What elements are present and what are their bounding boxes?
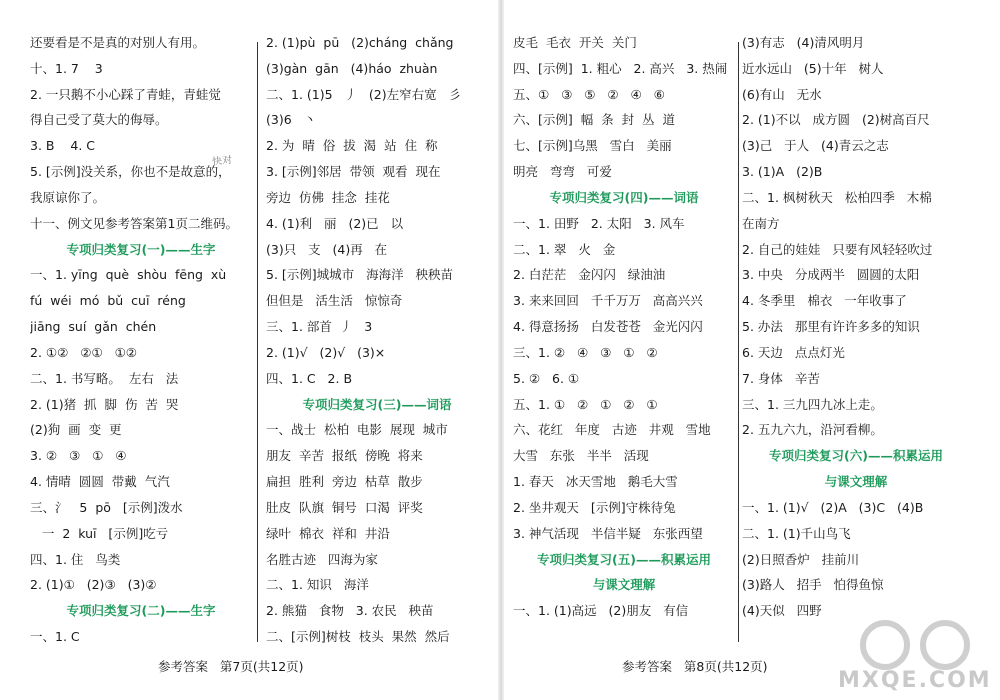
app-stamp: 快对 (211, 154, 233, 169)
answer-line: fú wéi mó bǔ cuī réng (30, 293, 186, 309)
answer-line: 3. [示例]邻居 带领 观看 现在 (266, 164, 441, 180)
answer-line: (3)只 支 (4)再 在 (266, 241, 388, 257)
answer-line: 2. (1)不以 成方圆 (2)树高百尺 (742, 112, 930, 128)
answer-line: 5. ② 6. ① (513, 370, 580, 386)
answer-line: 7. 身体 辛苦 (742, 370, 820, 386)
answer-line: 一、1. yīng què shòu fēng xù (30, 267, 227, 283)
answer-line: 二、1. 书写略。 左右 法 (30, 370, 179, 386)
section-heading: 专项归类复习(一)——生字 (66, 241, 216, 257)
section-heading: 与课文理解 (824, 474, 888, 490)
answer-line: 五、1. ① ② ① ② ① (513, 396, 658, 412)
answer-line: 1. 春天 冰天雪地 鹅毛大雪 (513, 474, 678, 490)
answer-line: 一、战士 松柏 电影 展现 城市 (266, 422, 448, 438)
answer-line: 三、氵 5 pō [示例]泼水 (30, 499, 183, 515)
answer-line: (2)狗 画 变 更 (30, 422, 122, 438)
answer-line: (4)天似 四野 (742, 603, 822, 619)
footer-left-page: 参考答案 第7页(共12页) (158, 659, 304, 674)
section-heading: 专项归类复习(三)——词语 (302, 396, 452, 412)
answer-line: (3)6 丶 (266, 112, 317, 128)
answer-line: 6. 天边 点点灯光 (742, 344, 845, 360)
answer-line: 2. (1)pù pū (2)cháng chǎng (266, 35, 454, 50)
answer-line: 2. 一只鹅不小心踩了青蛙，青蛙觉 (30, 86, 221, 102)
answer-line: 2. (1)① (2)③ (3)② (30, 577, 157, 593)
book-spine (498, 0, 504, 700)
section-heading: 与课文理解 (592, 577, 656, 593)
answer-line: 六、[示例] 幅 条 封 丛 道 (513, 112, 675, 128)
answer-line: 5. [示例]城城市 海海洋 秧秧苗 (266, 267, 453, 283)
answer-line: (6)有山 无水 (742, 86, 822, 102)
answer-line: 一、1. 田野 2. 太阳 3. 风车 (513, 215, 685, 231)
answer-line: 4. 情晴 圆圆 带戴 气汽 (30, 474, 170, 490)
answer-line: 3. B 4. C (30, 138, 95, 154)
answer-line: 四、1. 住 鸟类 (30, 551, 121, 567)
answer-line: 二、1. (1)5 丿 (2)左窄右宽 彡 (266, 86, 462, 102)
answer-line: 四、1. C 2. B (266, 370, 353, 386)
answer-line: (3)有志 (4)清风明月 (742, 35, 865, 50)
answer-line: 2. ①② ②① ①② (30, 344, 137, 360)
answer-line: 近水远山 (5)十年 树人 (742, 60, 884, 76)
answer-line: 3. 神气活现 半信半疑 东张西望 (513, 525, 703, 541)
answer-line: 大雪 东张 半半 活现 (513, 448, 649, 464)
answer-line: 5. 办法 那里有许许多多的知识 (742, 319, 920, 335)
answer-line: 2. (1)猪 抓 脚 伤 苦 哭 (30, 396, 179, 412)
answer-line: 旁边 仿佛 挂念 挂花 (266, 189, 390, 205)
column-4 (742, 30, 970, 650)
column-3 (513, 30, 735, 650)
answer-line: 一、1. (1)√ (2)A (3)C (4)B (742, 499, 924, 515)
section-heading: 专项归类复习(四)——词语 (549, 189, 699, 205)
answer-line: 二、[示例]树枝 枝头 果然 然后 (266, 629, 450, 645)
section-heading: 专项归类复习(六)——积累运用 (769, 448, 943, 464)
answer-line: 2. 白茫茫 金闪闪 绿油油 (513, 267, 666, 283)
answer-line: 2. 五九六九，沿河看柳。 (742, 422, 883, 438)
answer-line: 2. 自己的娃娃 只要有风轻轻吹过 (742, 241, 933, 257)
answer-line: 4. (1)利 丽 (2)已 以 (266, 215, 404, 231)
answer-line: 2. (1)√ (2)√ (3)× (266, 344, 386, 360)
section-heading: 专项归类复习(二)——生字 (66, 603, 216, 619)
answer-line: 3. (1)A (2)B (742, 164, 823, 180)
answer-line: 三、1. 部首 丿 3 (266, 319, 373, 335)
column-divider-left (257, 42, 258, 642)
answer-line: 名胜古迹 四海为家 (266, 551, 378, 567)
answer-line: 皮毛 毛衣 开关 关门 (513, 35, 637, 50)
answer-line: 我原谅你了。 (30, 189, 106, 205)
answer-line: (2)日照香炉 挂前川 (742, 551, 860, 567)
answer-line: 四、[示例] 1. 粗心 2. 高兴 3. 热闹 (513, 60, 728, 76)
answer-line: 4. 冬季里 棉衣 一年收事了 (742, 293, 907, 309)
answer-line: 在南方 (742, 215, 780, 231)
answer-line: 5. [示例]没关系，你也不是故意的， (30, 164, 231, 180)
column-divider-right (738, 42, 739, 642)
answer-line: 朋友 辛苦 报纸 傍晚 将来 (266, 448, 423, 464)
answer-line: 2. 熊猫 食物 3. 农民 秧苗 (266, 603, 434, 619)
column-1 (30, 30, 252, 650)
answer-line: 得自己受了莫大的侮辱。 (30, 112, 168, 128)
answer-line: jiāng suí gǎn chén (30, 319, 157, 335)
answer-line: 一、1. (1)高远 (2)朋友 有信 (513, 603, 689, 619)
answer-line: 3. ② ③ ① ④ (30, 448, 127, 464)
answer-line: 但但是 活生活 惊惊奇 (266, 293, 403, 309)
answer-line: 还要看是不是真的对别人有用。 (30, 35, 206, 50)
answer-line: 二、1. 知识 海洋 (266, 577, 369, 593)
answer-line: 2. 为 晴 俗 拔 渴 站 住 称 (266, 138, 438, 154)
answer-line: 二、1. 翠 火 金 (513, 241, 616, 257)
answer-line: 七、[示例]乌黑 雪白 美丽 (513, 138, 672, 154)
answer-line: 一、1. C (30, 629, 80, 645)
answer-line: 明亮 弯弯 可爱 (513, 164, 612, 180)
answer-line: 三、1. ② ④ ③ ① ② (513, 344, 658, 360)
answer-line: 3. 来来回回 千千万万 高高兴兴 (513, 293, 703, 309)
answer-line: 一 2 kuī [示例]吃亏 (30, 525, 169, 541)
answer-line: 十、1. 7 3 (30, 60, 103, 76)
answer-line: 二、1. (1)千山鸟飞 (742, 525, 851, 541)
answer-line: (3)路人 招手 怕得鱼惊 (742, 577, 884, 593)
watermark-text: MXQE.COM (838, 668, 992, 693)
footer-right-page: 参考答案 第8页(共12页) (622, 659, 768, 674)
column-2 (266, 30, 488, 650)
answer-line (513, 624, 735, 650)
answer-line: 六、花红 年度 古迹 井观 雪地 (513, 422, 711, 438)
answer-line: 3. 中央 分成两半 圆圆的太阳 (742, 267, 920, 283)
answer-line: 2. 坐井观天 [示例]守株待兔 (513, 499, 676, 515)
answer-line: 绿叶 棉衣 祥和 井沿 (266, 525, 390, 541)
section-heading: 专项归类复习(五)——积累运用 (537, 551, 711, 567)
answer-line: 肚皮 队旗 铜号 口渴 评奖 (266, 499, 423, 515)
answer-line: 4. 得意扬扬 白发苍苍 金光闪闪 (513, 319, 703, 335)
answer-line: 三、1. 三九四九冰上走。 (742, 396, 883, 412)
answer-line: 五、① ③ ⑤ ② ④ ⑥ (513, 86, 665, 102)
answer-line: 扁担 胜利 旁边 枯草 散步 (266, 474, 423, 490)
answer-line: 二、1. 枫树秋天 松柏四季 木棉 (742, 189, 932, 205)
answer-line: (3)gàn gān (4)háo zhuàn (266, 60, 438, 76)
answer-line: (3)己 于人 (4)青云之志 (742, 138, 889, 154)
answer-line: 十一、例文见参考答案第1页二维码。 (30, 215, 238, 231)
